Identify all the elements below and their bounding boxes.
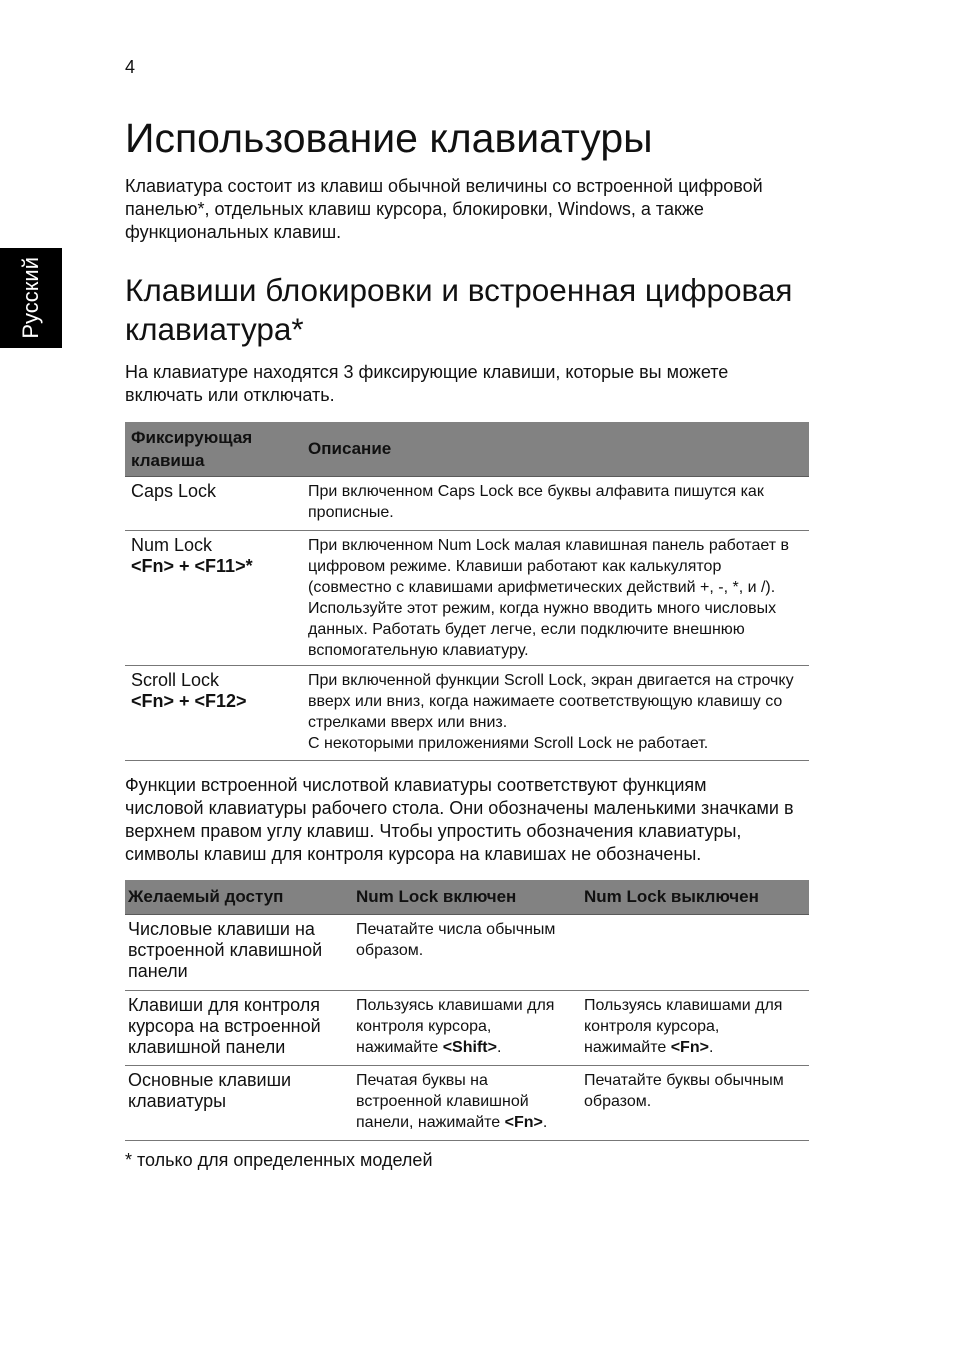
table-row: [125, 476, 809, 530]
key-description: При включенной функции Scroll Lock, экран двигается на строчку вверх или вниз, когда нажимаете соответствующую клавишу со стрелками вверх или вниз.: [308, 671, 794, 731]
key-name: Caps Lock: [131, 480, 217, 501]
num-lock-on-key: <Fn>: [504, 1113, 543, 1131]
section-heading: Клавиши блокировки и встроенная цифровая клавиатура*: [125, 272, 793, 347]
num-lock-off-cell: [581, 990, 809, 1065]
access-cell: Основные клавиши клавиатуры: [125, 1065, 353, 1140]
key-cell: [125, 530, 302, 665]
num-lock-off-cell: [581, 914, 809, 990]
language-tab-label: Русский: [18, 257, 43, 339]
table-row: [125, 530, 809, 665]
num-lock-on-cell: [353, 990, 581, 1065]
table-row: [125, 665, 809, 760]
key-description: При включенном Caps Lock все буквы алфавита пишутся как прописные.: [308, 482, 764, 521]
num-lock-on-end: .: [496, 1038, 502, 1056]
language-tab: [0, 248, 62, 348]
num-lock-on-text: Печатайте числа обычным образом.: [356, 920, 556, 959]
num-lock-on-end: .: [542, 1113, 548, 1131]
num-lock-off-text: Печатайте буквы обычным образом.: [584, 1071, 784, 1110]
num-lock-on-cell: [353, 914, 581, 990]
column-header-description: Описание: [302, 422, 809, 476]
table-row: [125, 1065, 809, 1140]
key-description-note: С некоторыми приложениями Scroll Lock не работает.: [308, 734, 709, 752]
num-lock-off-cell: [581, 1065, 809, 1140]
page-number: 4: [125, 57, 136, 77]
key-cell: [125, 665, 302, 760]
key-cell: [125, 476, 302, 530]
table-header-row: [125, 422, 809, 476]
description-cell: [302, 476, 809, 530]
key-name: Num Lock: [131, 534, 213, 555]
section-intro-paragraph: На клавиатуре находятся 3 фиксирующие клавиши, которые вы можете включать или отключать.: [125, 362, 729, 405]
table-row: [125, 990, 809, 1065]
num-lock-on-text: Печатая буквы на встроенной клавишной панели, нажимайте: [356, 1071, 529, 1131]
num-lock-on-key: <Shift>: [442, 1038, 497, 1056]
access-cell: Числовые клавиши на встроенной клавишной панели: [125, 914, 353, 990]
num-lock-off-end: .: [708, 1038, 714, 1056]
key-description: При включенном Num Lock малая клавишная панель работает в цифровом режиме. Клавиши работают как калькулятор (совместно с клавишами арифметических действий +, -, *, и /). Используйте этот режим, когда нужно вводить много числовых данных. Работать будет легче, если подключите внешнюю вспомогательную клавиатуру.: [308, 536, 790, 659]
num-lock-off-key: <Fn>: [670, 1038, 709, 1056]
lock-keys-table: [125, 422, 809, 761]
access-cell: Клавиши для контроля курсора на встроенной клавишной панели: [125, 990, 353, 1065]
num-lock-on-cell: [353, 1065, 581, 1140]
column-header-lock-key: Фиксирующая клавиша: [125, 422, 302, 476]
footnote: * только для определенных моделей: [125, 1150, 433, 1170]
column-header-access: Желаемый доступ: [125, 880, 353, 914]
description-cell: [302, 530, 809, 665]
num-lock-off-text: Пользуясь клавишами для контроля курсора, нажимайте: [584, 996, 783, 1056]
column-header-num-lock-on: Num Lock включен: [353, 880, 581, 914]
table-row: [125, 914, 809, 990]
key-shortcut: <Fn> + <F12>: [131, 690, 247, 711]
column-header-num-lock-off: Num Lock выключен: [581, 880, 809, 914]
table-header-row: [125, 880, 809, 914]
keypad-paragraph: Функции встроенной числотвой клавиатуры соответствуют функциям числовой клавиатуры рабочего стола. Они обозначены маленькими значками в верхнем правом углу клавиш. Чтобы упростить обозначения клавиатуры, символы клавиш для контроля курсора на клавишах не обозначены.: [125, 775, 794, 864]
key-shortcut: <Fn> + <F11>*: [131, 555, 253, 576]
keypad-access-table: [125, 880, 809, 1141]
key-name: Scroll Lock: [131, 669, 220, 690]
page-title: Использование клавиатуры: [125, 115, 653, 161]
num-lock-on-text: Пользуясь клавишами для контроля курсора, нажимайте: [356, 996, 555, 1056]
description-cell: [302, 665, 809, 760]
intro-paragraph: Клавиатура состоит из клавиш обычной величины со встроенной цифровой панелью*, отдельных клавиш курсора, блокировки, Windows, а также функциональных клавиш.: [125, 176, 763, 242]
